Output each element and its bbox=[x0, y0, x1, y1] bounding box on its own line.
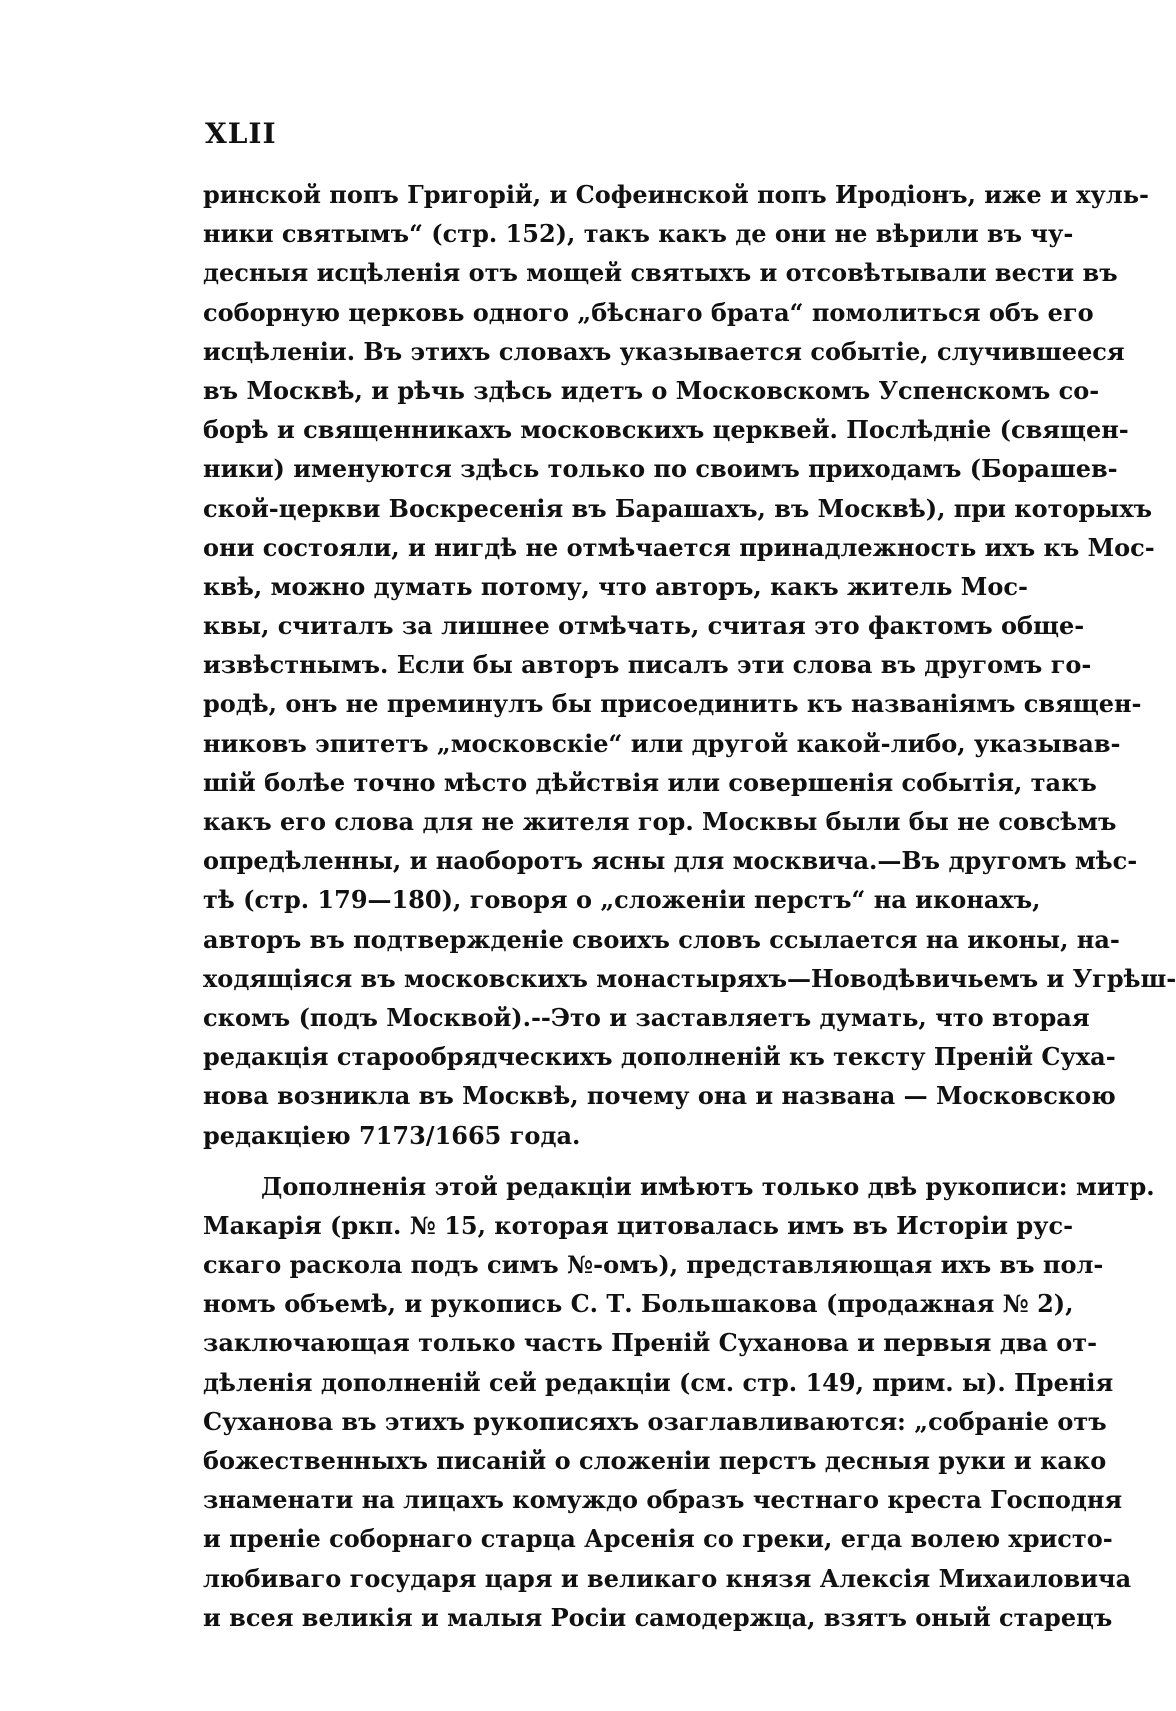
text-line: въ Москвѣ, и рѣчь здѣсь идетъ о Московскомъ Успенскомъ со- bbox=[203, 375, 1100, 405]
text-line: ринской попъ Григорій, и Софеинской попъ Иродіонъ, иже и хуль- bbox=[203, 180, 1149, 209]
text-line: и всея великія и малыя Росіи самодержца, взятъ оный старецъ bbox=[203, 1602, 1113, 1632]
text-line: ской-церкви Воскресенія въ Барашахъ, въ Москвѣ), при которыхъ bbox=[203, 493, 1153, 523]
text-line: редакція старообрядческихъ дополненій къ тексту Преній Суха- bbox=[203, 1042, 1116, 1072]
text-line: исцѣленіи. Въ этихъ словахъ указывается событіе, случившееся bbox=[203, 336, 1125, 366]
text-line: авторъ въ подтвержденіе своихъ словъ ссылается на иконы, на- bbox=[203, 924, 1120, 954]
text-line: Дополненія этой редакціи имѣютъ только двѣ рукописи: митр. bbox=[261, 1171, 1155, 1201]
text-line: дѣленія дополненій сей редакціи (см. стр. 149, прим. ы). Пренія bbox=[203, 1367, 1114, 1397]
text-line: скаго раскола подъ симъ №-омъ), представляющая ихъ въ пол- bbox=[203, 1250, 1104, 1280]
text-line: номъ объемѣ, и рукопись С. Т. Большакова (продажная № 2), bbox=[203, 1289, 1074, 1319]
text-line: борѣ и священникахъ московскихъ церквей. Послѣдніе (священ- bbox=[203, 415, 1129, 445]
text-line: любиваго государя царя и великаго князя Алексія Михаиловича bbox=[203, 1563, 1132, 1593]
text-line: нова возникла въ Москвѣ, почему она и названа — Московскою bbox=[203, 1081, 1116, 1111]
text-line: знаменати на лицахъ комуждо образъ честнаго креста Господня bbox=[203, 1485, 1123, 1515]
text-line: и преніе соборнаго старца Арсенія со греки, егда волею христо- bbox=[203, 1524, 1113, 1554]
text-line: шій болѣе точно мѣсто дѣйствія или совершенія событія, такъ bbox=[203, 767, 1097, 797]
text-line: квы, считалъ за лишнее отмѣчать, считая это фактомъ обще- bbox=[203, 611, 1085, 641]
paragraph-spacer bbox=[203, 1155, 1019, 1167]
body-text bbox=[203, 175, 1176, 1637]
text-line: редакціею 7173/1665 года. bbox=[203, 1120, 581, 1150]
text-line: скомъ (подъ Москвой).--Это и заставляетъ думать, что вторая bbox=[203, 1002, 1090, 1032]
text-line: ники святымъ“ (стр. 152), такъ какъ де они не вѣрили въ чу- bbox=[203, 219, 1074, 249]
text-line: заключающая только часть Преній Суханова и первыя два от- bbox=[203, 1328, 1098, 1358]
text-line: Макарія (ркп. № 15, которая цитовалась имъ въ Исторіи рус- bbox=[203, 1210, 1074, 1240]
paragraph-1 bbox=[203, 175, 1176, 1155]
text-line: опредѣленны, и наоборотъ ясны для москвича.—Въ другомъ мѣс- bbox=[203, 846, 1138, 876]
text-line: десныя исцѣленія отъ мощей святыхъ и отсовѣтывали вести въ bbox=[203, 258, 1118, 288]
text-line: Суханова въ этихъ рукописяхъ озаглавливаются: „собраніе отъ bbox=[203, 1406, 1107, 1436]
text-line: соборную церковь одного „бѣснаго брата“ помолиться объ его bbox=[203, 297, 1094, 327]
page-number: XLII bbox=[205, 117, 277, 150]
text-line: ники) именуются здѣсь только по своимъ приходамъ (Борашев- bbox=[203, 454, 1118, 484]
text-line: родѣ, онъ не преминулъ бы присоединить къ названіямъ священ- bbox=[203, 689, 1142, 719]
text-line: ходящіяся въ московскихъ монастыряхъ—Новодѣвичьемъ и Угрѣш- bbox=[203, 963, 1176, 993]
paragraph-2 bbox=[203, 1167, 1155, 1637]
text-line: какъ его слова для не жителя гор. Москвы были бы не совсѣмъ bbox=[203, 807, 1117, 836]
text-line: квѣ, можно думать потому, что авторъ, какъ житель Мос- bbox=[203, 571, 1028, 601]
text-line: извѣстнымъ. Если бы авторъ писалъ эти слова въ другомъ го- bbox=[203, 650, 1092, 680]
text-line: тѣ (стр. 179—180), говоря о „сложеніи перстъ“ на иконахъ, bbox=[203, 885, 1041, 915]
text-line: божественныхъ писаній о сложеніи перстъ десныя руки и како bbox=[203, 1446, 1107, 1475]
text-line: никовъ эпитетъ „московскіе“ или другой какой-либо, указывав- bbox=[203, 728, 1121, 758]
text-line: они состояли, и нигдѣ не отмѣчается принадлежность ихъ къ Мос- bbox=[203, 532, 1155, 562]
